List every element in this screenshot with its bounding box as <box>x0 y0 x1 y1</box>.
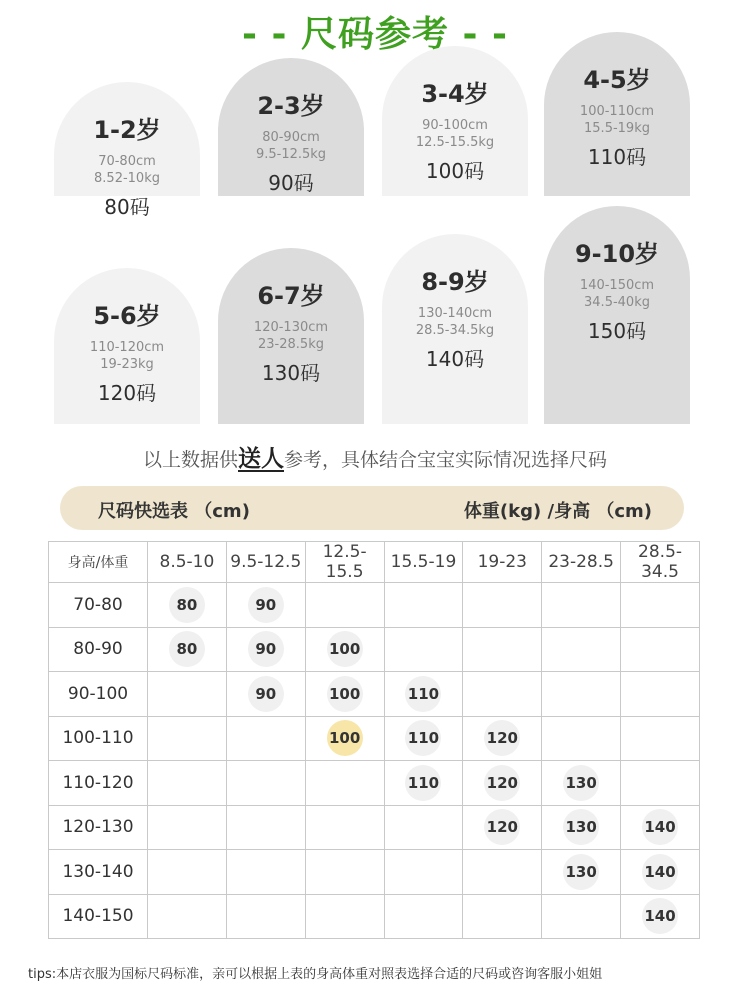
table-cell <box>463 583 542 628</box>
size-chip: 130 <box>563 765 599 801</box>
note-emphasis: 送人 <box>238 446 284 472</box>
size-card-5: 5-6岁 110-120cm 19-23kg 120码 <box>54 268 200 424</box>
row-label: 80-90 <box>49 627 148 672</box>
table-row <box>49 627 700 672</box>
table-cell <box>226 894 305 939</box>
size-chip: 80 <box>169 587 205 623</box>
size-chip: 100 <box>327 676 363 712</box>
size-chip: 130 <box>563 854 599 890</box>
table-cell <box>463 672 542 717</box>
table-cell <box>226 761 305 806</box>
table-cell <box>148 627 227 672</box>
table-cell <box>148 761 227 806</box>
size-chip: 120 <box>484 720 520 756</box>
size-card-3: 3-4岁 90-100cm 12.5-15.5kg 100码 <box>382 46 528 196</box>
column-header: 28.5-34.5 <box>621 542 700 583</box>
table-cell <box>148 805 227 850</box>
size-chip: 140 <box>642 854 678 890</box>
table-cell <box>542 583 621 628</box>
table-cell <box>226 805 305 850</box>
size-chip: 90 <box>248 631 284 667</box>
table-cell <box>226 672 305 717</box>
table-cell <box>463 805 542 850</box>
size-chip: 110 <box>405 720 441 756</box>
size-card-6: 6-7岁 120-130cm 23-28.5kg 130码 <box>218 248 364 424</box>
table-cell <box>305 761 384 806</box>
size-chart-table <box>48 541 700 939</box>
size-card-8: 9-10岁 140-150cm 34.5-40kg 150码 <box>544 206 690 424</box>
size-chip: 140 <box>642 898 678 934</box>
table-cell <box>305 583 384 628</box>
size-card-7: 8-9岁 130-140cm 28.5-34.5kg 140码 <box>382 234 528 424</box>
table-cell <box>305 627 384 672</box>
table-cell <box>542 805 621 850</box>
table-cell <box>621 805 700 850</box>
column-header: 8.5-10 <box>148 542 227 583</box>
table-cell <box>384 761 463 806</box>
tips-text: tips:本店衣服为国标尺码标准，亲可以根据上表的身高体重对照表选择合适的尺码或咨询客服小姐姐 <box>28 967 603 982</box>
size-chip: 90 <box>248 587 284 623</box>
size-chip: 140 <box>642 809 678 845</box>
table-cell <box>384 716 463 761</box>
row-label: 90-100 <box>49 672 148 717</box>
column-header: 9.5-12.5 <box>226 542 305 583</box>
table-cell <box>542 850 621 895</box>
table-cell <box>384 850 463 895</box>
reference-note: 以上数据供送人参考，具体结合宝宝实际情况选择尺码 <box>142 446 608 472</box>
page-title: - - 尺码参考 - - <box>242 14 508 55</box>
size-chip: 120 <box>484 809 520 845</box>
table-cell <box>384 672 463 717</box>
table-header-row <box>49 542 700 583</box>
size-card-4: 4-5岁 100-110cm 15.5-19kg 110码 <box>544 32 690 196</box>
column-header: 12.5-15.5 <box>305 542 384 583</box>
table-cell <box>148 672 227 717</box>
table-row <box>49 583 700 628</box>
table-cell <box>621 583 700 628</box>
column-header: 23-28.5 <box>542 542 621 583</box>
table-header-left: 尺码快选表 （cm) <box>98 501 250 522</box>
table-cell <box>384 894 463 939</box>
table-cell <box>226 716 305 761</box>
table-cell <box>621 850 700 895</box>
row-label: 110-120 <box>49 761 148 806</box>
table-cell <box>148 583 227 628</box>
table-cell <box>384 583 463 628</box>
size-card-2: 2-3岁 80-90cm 9.5-12.5kg 90码 <box>218 58 364 196</box>
table-row <box>49 805 700 850</box>
size-chip: 100 <box>327 631 363 667</box>
table-cell <box>542 894 621 939</box>
size-card-1: 1-2岁 70-80cm 8.52-10kg 80码 <box>54 82 200 196</box>
table-cell <box>463 850 542 895</box>
row-label: 140-150 <box>49 894 148 939</box>
table-cell <box>542 627 621 672</box>
table-cell <box>463 761 542 806</box>
row-label: 130-140 <box>49 850 148 895</box>
table-row <box>49 672 700 717</box>
table-cell <box>148 716 227 761</box>
size-chip: 80 <box>169 631 205 667</box>
size-chip: 110 <box>405 676 441 712</box>
table-cell <box>463 894 542 939</box>
table-cell <box>542 761 621 806</box>
table-cell <box>463 716 542 761</box>
table-cell <box>148 850 227 895</box>
size-chip: 130 <box>563 809 599 845</box>
size-chip: 100 <box>327 720 363 756</box>
row-label: 70-80 <box>49 583 148 628</box>
size-chip: 90 <box>248 676 284 712</box>
table-cell <box>463 627 542 672</box>
table-header-right: 体重(kg) /身高 （cm) <box>463 501 652 522</box>
size-chip: 110 <box>405 765 441 801</box>
table-cell <box>621 761 700 806</box>
size-chip: 120 <box>484 765 520 801</box>
table-header-bar <box>60 486 684 530</box>
table-cell <box>305 805 384 850</box>
table-cell <box>226 850 305 895</box>
corner-label: 身高/体重 <box>49 542 148 583</box>
row-label: 100-110 <box>49 716 148 761</box>
table-cell <box>384 627 463 672</box>
table-cell <box>305 850 384 895</box>
table-cell <box>621 672 700 717</box>
table-row <box>49 850 700 895</box>
table-cell <box>148 894 227 939</box>
table-cell <box>542 672 621 717</box>
table-cell <box>621 627 700 672</box>
table-cell <box>305 894 384 939</box>
table-cell <box>305 672 384 717</box>
table-row <box>49 716 700 761</box>
row-label: 120-130 <box>49 805 148 850</box>
table-row <box>49 761 700 806</box>
column-header: 19-23 <box>463 542 542 583</box>
column-header: 15.5-19 <box>384 542 463 583</box>
table-cell <box>226 583 305 628</box>
table-cell <box>305 716 384 761</box>
table-cell <box>384 805 463 850</box>
table-cell <box>621 716 700 761</box>
table-cell <box>226 627 305 672</box>
table-cell <box>621 894 700 939</box>
table-cell <box>542 716 621 761</box>
table-row <box>49 894 700 939</box>
